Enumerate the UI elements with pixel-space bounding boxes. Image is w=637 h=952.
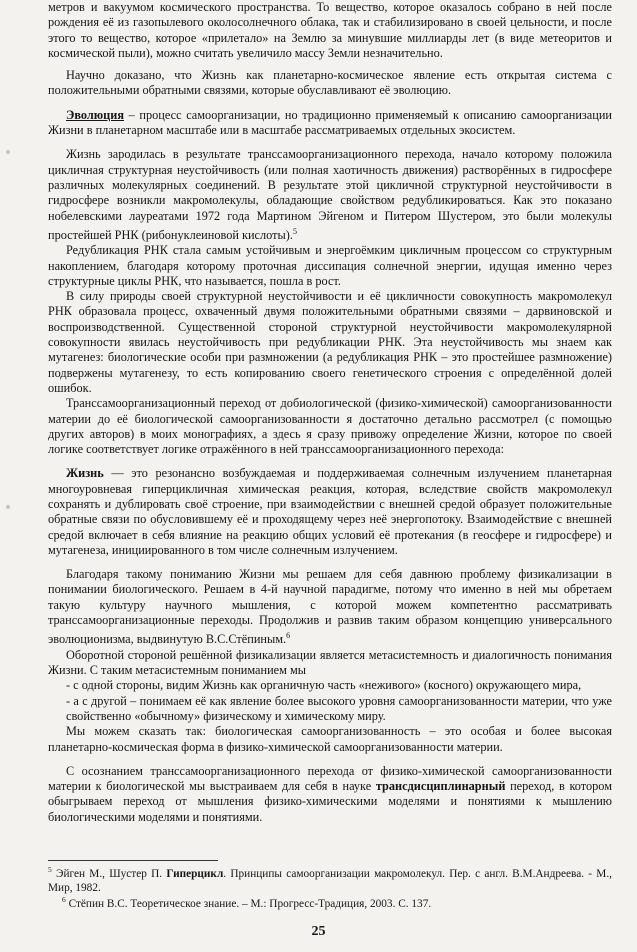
origin-text: Жизнь зародилась в результате транссамоорганизационного перехода, начало которому положила цикличная структурная неустойчивость (или полная хаотичность движения) растворённых в гидросфере различных молекулярных соединений. В результате этой цикличной структурной неустойчивости в гидросфере возникли макромолекулы, обладающие свойством редубликироваться. Как это показано нобелевскими лауреатами 1972 года Мартином Эйгеном и Питером Шустером, это были молекулы простейшей РНК (рибонуклеиновой кислоты). [48, 147, 612, 242]
main-text [48, 0, 612, 825]
paragraph-rna-reduplication: Редубликация РНК стала самым устойчивым и энергоёмким цикличным процессом со структурным накоплением, благодаря которому проточная диссипация солнечной энергии, идущая именно через структурные циклы РНК, что называется, пошла в рост. [48, 243, 612, 288]
term-evolution: Эволюция [66, 107, 125, 122]
footnote-author: Эйген М., Шустер П. [51, 867, 167, 880]
footnote-rest: . Принципы самоорганизации макромолекул. Пер. с англ. В.М.Андреева. - М., Мир, 1982. [48, 867, 612, 894]
paragraph-physicalization [48, 567, 612, 648]
footnote-ref-6[interactable]: 6 [286, 631, 291, 641]
paragraph-metasystem: Оборотной стороной решённой физикализации является метасистемность и диалогичность понимания Жизни. С таким метасистемным пониманием мы [48, 647, 612, 678]
scan-speck [6, 150, 10, 154]
footnote-divider [48, 860, 218, 861]
paragraph-origin-of-life [48, 147, 612, 243]
paragraph-transdisciplinary [48, 764, 612, 825]
list-item: - а с другой – понимаем её как явление более высокого уровня самоорганизованности материи, что уже свойственно «обычному» физическому и химическому миру. [66, 693, 612, 723]
list-item: - с одной стороны, видим Жизнь как органичную часть «неживого» (косного) окружающего мира, [66, 678, 582, 693]
footnote-6 [48, 893, 612, 911]
footnote-book-title: Гиперцикл [166, 867, 224, 880]
page-number: 25 [311, 924, 326, 939]
footnote-number: 6 [62, 895, 66, 904]
transdisciplinary-text-b: переход, в котором обыгрываем переход от мышления физико-химическими моделями и понятиями к мышлению биологическими моделями и понятиями. [48, 779, 612, 824]
evolution-definition-text: – процесс самоорганизации, но традиционно применяемый к описанию самоорганизации Жизни в планетарном масштабе или в масштабе рассматриваемых отдельных экосистем. [48, 107, 612, 138]
paragraph-transition: Транссамоорганизационный переход от добиологической (физико-химической) самоорганизованности материи до её биологической самоорганизованности я достаточно детально рассмотрел (с помощью других авторов) в моих монографиях, а здесь я сразу привожу определение Жизни, которое по своей логике соответствует логике отражённого в ней транссамоорганизационного перехода: [48, 396, 612, 457]
paragraph-evolution-definition [48, 108, 612, 139]
life-definition-text: — это резонансно возбуждаемая и поддерживаемая солнечным излучением планетарная многоуровневая гиперцикличная химическая реакция, которая, вследствие свойств макромолекул сохранять и дублировать своё строение, при взаимодействии с внешней средой образует положительные обратные связи по обусловившему её и проходящему через неё энергопотоку. Взаимодействие с внешней средой включает в себя влияние на реакцию общих условий её протекания (в геосфере и гидросфере) и мутагенеза, инициированного в том числе солнечным излучением. [48, 466, 612, 557]
paragraph-open-system: Научно доказано, что Жизнь как планетарно-космическое явление есть открытая система с положительными обратными связями, которые обуславливают её эволюцию. [48, 68, 612, 98]
paragraph-continued: метров и вакуумом космического пространства. То веществo, которое оказалось собрано в ней после рождения её из газопылевого околосолнечного облака, так и стабилизировано в своей цельности, и после этого то вещество, которое «прилетало» на Землю за минувшие миллиарды лет (в виде метеоритов и космической пыли), можно считать увеличило массу Земли незначительно. [48, 0, 612, 60]
paragraph-mutagenesis: В силу природы своей структурной неустойчивости и её цикличности совокупность макромолекул РНК образовала процесс, охваченный двумя положительными обратными связями – дарвиновской и воспроизводственной. Существенной стороной структурной неустойчивости макромолекулярной совокупности явилась неустойчивость при редубликации РНК. Эта неустойчивость мы знаем как мутагенез: биологические особи при размножении (а редубликация РНК – это простейшее размножение) подвержены мутагенезу, то есть копированию своего генетического строения с определённой долей ошибок. [48, 289, 612, 395]
transdisciplinary-text-a: С осознанием транссамоорганизационного перехода от физико-химической самоорганизованности материи к биологической мы выстраиваем для себя в науке [48, 763, 612, 794]
footnote-text: Стёпин В.С. Теоретическое знание. – М.: Прогресс-Традиция, 2003. С. 137. [65, 897, 432, 910]
footnote-ref-5[interactable]: 5 [292, 226, 297, 236]
scan-speck [6, 505, 10, 509]
paragraph-life-definition [48, 466, 612, 558]
term-life: Жизнь [66, 466, 104, 481]
footnote-number: 5 [48, 865, 52, 874]
physicalization-text: Благодаря такому пониманию Жизни мы решаем для себя давнюю проблему физикализации в понимании биологического. Решаем в 4-й научной парадигме, потому что именно в ней мы обретаем такую культуру научного мышления, с которой можем компетентно рассматривать транссамоорганизационные переходы. Продолжив и развив таким образом концепцию универсального эволюционизма, выдвинутую В.С.Стёпиным. [48, 567, 612, 647]
paragraph-biological-form: Мы можем сказать так: биологическая самоорганизованность – это особая и более высокая планетарно-космическая форма в физико-химической самоорганизованности материи. [48, 724, 612, 754]
term-transdisciplinary: трансдисциплинарный [375, 779, 506, 794]
footnote-5 [48, 863, 612, 895]
